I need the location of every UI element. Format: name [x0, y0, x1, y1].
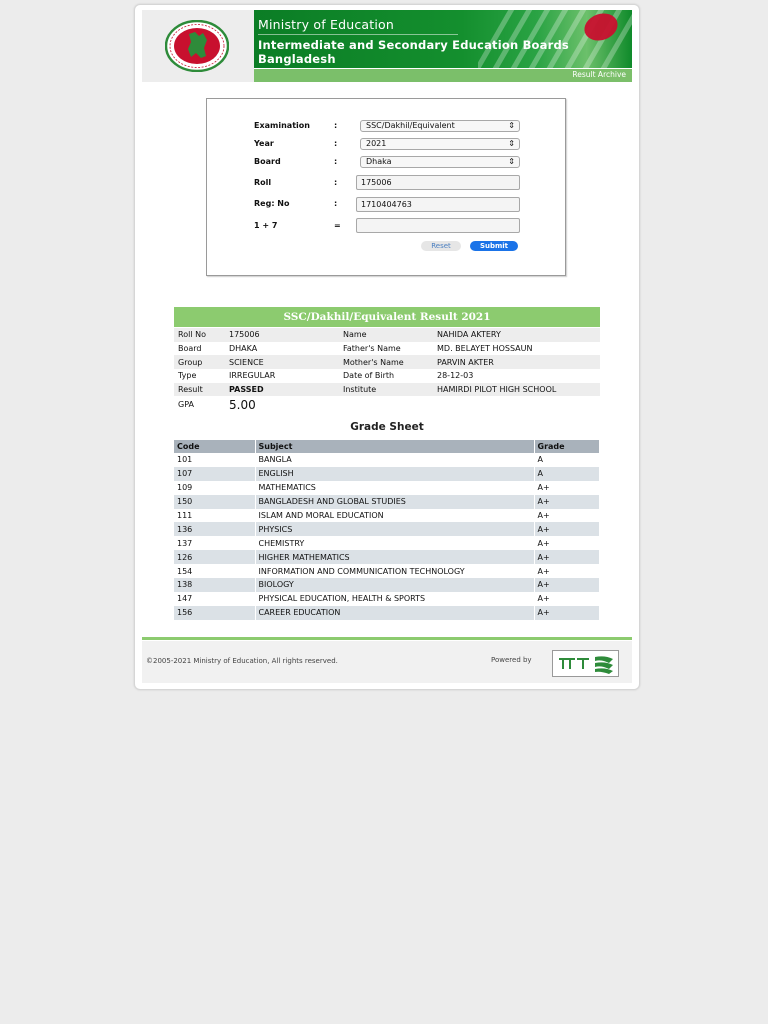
info-label: Father's Name	[339, 342, 433, 356]
info-label: Name	[339, 328, 433, 342]
exam-colon: :	[334, 121, 338, 130]
footer-divider	[142, 637, 632, 640]
info-value: PASSED	[225, 383, 339, 397]
grade-subject: CAREER EDUCATION	[255, 606, 534, 620]
info-value: NAHIDA AKTERY	[433, 328, 600, 342]
grade-subject: INFORMATION AND COMMUNICATION TECHNOLOGY	[255, 564, 534, 578]
grade-row	[174, 467, 600, 481]
info-value: MD. BELAYET HOSSAUN	[433, 342, 600, 356]
gpa-filler	[433, 396, 600, 413]
grade-code: 150	[174, 495, 255, 509]
info-value: HAMIRDI PILOT HIGH SCHOOL	[433, 383, 600, 397]
board-label: Board	[254, 157, 281, 166]
result-info-row	[174, 328, 600, 342]
info-label: Date of Birth	[339, 369, 433, 383]
dropdown-arrow-icon: ⇕	[508, 139, 515, 148]
grade-sheet-table	[174, 440, 600, 620]
board-colon: :	[334, 157, 338, 166]
grade-subject: BIOLOGY	[255, 578, 534, 592]
result-archive-link[interactable]: Result Archive	[572, 70, 626, 79]
grade-row	[174, 453, 600, 467]
grade-subject: BANGLA	[255, 453, 534, 467]
captcha-equals: =	[334, 221, 341, 230]
info-label: Mother's Name	[339, 355, 433, 369]
grade-subject: PHYSICS	[255, 522, 534, 536]
result-info-row	[174, 369, 600, 383]
result-info-row	[174, 383, 600, 397]
grade-code: 154	[174, 564, 255, 578]
grade-subject: MATHEMATICS	[255, 481, 534, 495]
roll-label: Roll	[254, 178, 272, 187]
dropdown-arrow-icon: ⇕	[508, 121, 515, 130]
info-value: 28-12-03	[433, 369, 600, 383]
info-value: DHAKA	[225, 342, 339, 356]
grade-header-row	[174, 440, 600, 453]
grade-value: A+	[534, 481, 600, 495]
roll-colon: :	[334, 178, 338, 187]
copyright-text: ©2005-2021 Ministry of Education, All rights reserved.	[146, 657, 338, 665]
grade-value: A+	[534, 606, 600, 620]
grade-subject: BANGLADESH AND GLOBAL STUDIES	[255, 495, 534, 509]
grade-value: A	[534, 453, 600, 467]
grade-row	[174, 509, 600, 523]
year-colon: :	[334, 139, 338, 148]
exam-select[interactable]	[360, 120, 520, 132]
info-label: Result	[174, 383, 225, 397]
grade-code: 137	[174, 536, 255, 550]
gpa-value: 5.00	[225, 396, 339, 413]
grade-row	[174, 564, 600, 578]
grade-value: A+	[534, 592, 600, 606]
gpa-filler	[339, 396, 433, 413]
grade-row	[174, 550, 600, 564]
gpa-row	[174, 396, 600, 413]
exam-select-value: SSC/Dakhil/Equivalent	[366, 121, 455, 130]
reg-input[interactable]: 1710404763	[356, 197, 520, 212]
dropdown-arrow-icon: ⇕	[508, 157, 515, 166]
info-value: PARVIN AKTER	[433, 355, 600, 369]
year-label: Year	[254, 139, 274, 148]
grade-subject: PHYSICAL EDUCATION, HEALTH & SPORTS	[255, 592, 534, 606]
grade-value: A+	[534, 495, 600, 509]
result-title: SSC/Dakhil/Equivalent Result 2021	[174, 307, 600, 327]
grade-code: 138	[174, 578, 255, 592]
grade-value: A	[534, 467, 600, 481]
grade-code: 101	[174, 453, 255, 467]
captcha-input[interactable]	[356, 218, 520, 233]
grade-value: A+	[534, 509, 600, 523]
grade-value: A+	[534, 536, 600, 550]
grade-value: A+	[534, 578, 600, 592]
board-select[interactable]	[360, 156, 520, 168]
grade-code: 107	[174, 467, 255, 481]
grade-code: 136	[174, 522, 255, 536]
reg-colon: :	[334, 199, 338, 208]
grade-code: 111	[174, 509, 255, 523]
roll-input[interactable]: 175006	[356, 175, 520, 190]
archive-bar	[254, 69, 632, 82]
info-label: Board	[174, 342, 225, 356]
grade-value: A+	[534, 564, 600, 578]
government-seal-icon	[165, 20, 229, 72]
ministry-title: Ministry of Education	[258, 17, 395, 32]
grade-sheet-title: Grade Sheet	[350, 421, 424, 433]
result-info-row	[174, 342, 600, 356]
grade-row	[174, 578, 600, 592]
grade-header-code: Code	[174, 440, 255, 453]
grade-row	[174, 522, 600, 536]
grade-subject: CHEMISTRY	[255, 536, 534, 550]
grade-code: 147	[174, 592, 255, 606]
exam-label: Examination	[254, 121, 310, 130]
grade-row	[174, 592, 600, 606]
grade-value: A+	[534, 522, 600, 536]
teletalk-logo-icon[interactable]	[552, 650, 619, 677]
board-select-value: Dhaka	[366, 157, 392, 166]
info-value: 175006	[225, 328, 339, 342]
grade-row	[174, 536, 600, 550]
grade-row	[174, 481, 600, 495]
grade-row	[174, 606, 600, 620]
info-value: SCIENCE	[225, 355, 339, 369]
result-info-table	[174, 328, 600, 413]
year-select[interactable]	[360, 138, 520, 150]
reset-button[interactable]: Reset	[421, 241, 461, 251]
reg-label: Reg: No	[254, 199, 290, 208]
info-label: Roll No	[174, 328, 225, 342]
grade-code: 156	[174, 606, 255, 620]
captcha-label: 1 + 7	[254, 221, 278, 230]
info-value: IRREGULAR	[225, 369, 339, 383]
grade-subject: ISLAM AND MORAL EDUCATION	[255, 509, 534, 523]
grade-header-subject: Subject	[255, 440, 534, 453]
header-divider	[258, 34, 458, 35]
grade-code: 109	[174, 481, 255, 495]
info-label: Institute	[339, 383, 433, 397]
grade-header-grade: Grade	[534, 440, 600, 453]
grade-subject: ENGLISH	[255, 467, 534, 481]
grade-subject: HIGHER MATHEMATICS	[255, 550, 534, 564]
grade-row	[174, 495, 600, 509]
grade-value: A+	[534, 550, 600, 564]
powered-by-label: Powered by	[491, 656, 532, 664]
submit-button[interactable]: Submit	[470, 241, 518, 251]
year-select-value: 2021	[366, 139, 387, 148]
grade-code: 126	[174, 550, 255, 564]
info-label: Type	[174, 369, 225, 383]
gpa-label: GPA	[174, 396, 225, 413]
info-label: Group	[174, 355, 225, 369]
result-info-row	[174, 355, 600, 369]
board-title: Intermediate and Secondary Education Boards Bangladesh	[258, 38, 569, 66]
